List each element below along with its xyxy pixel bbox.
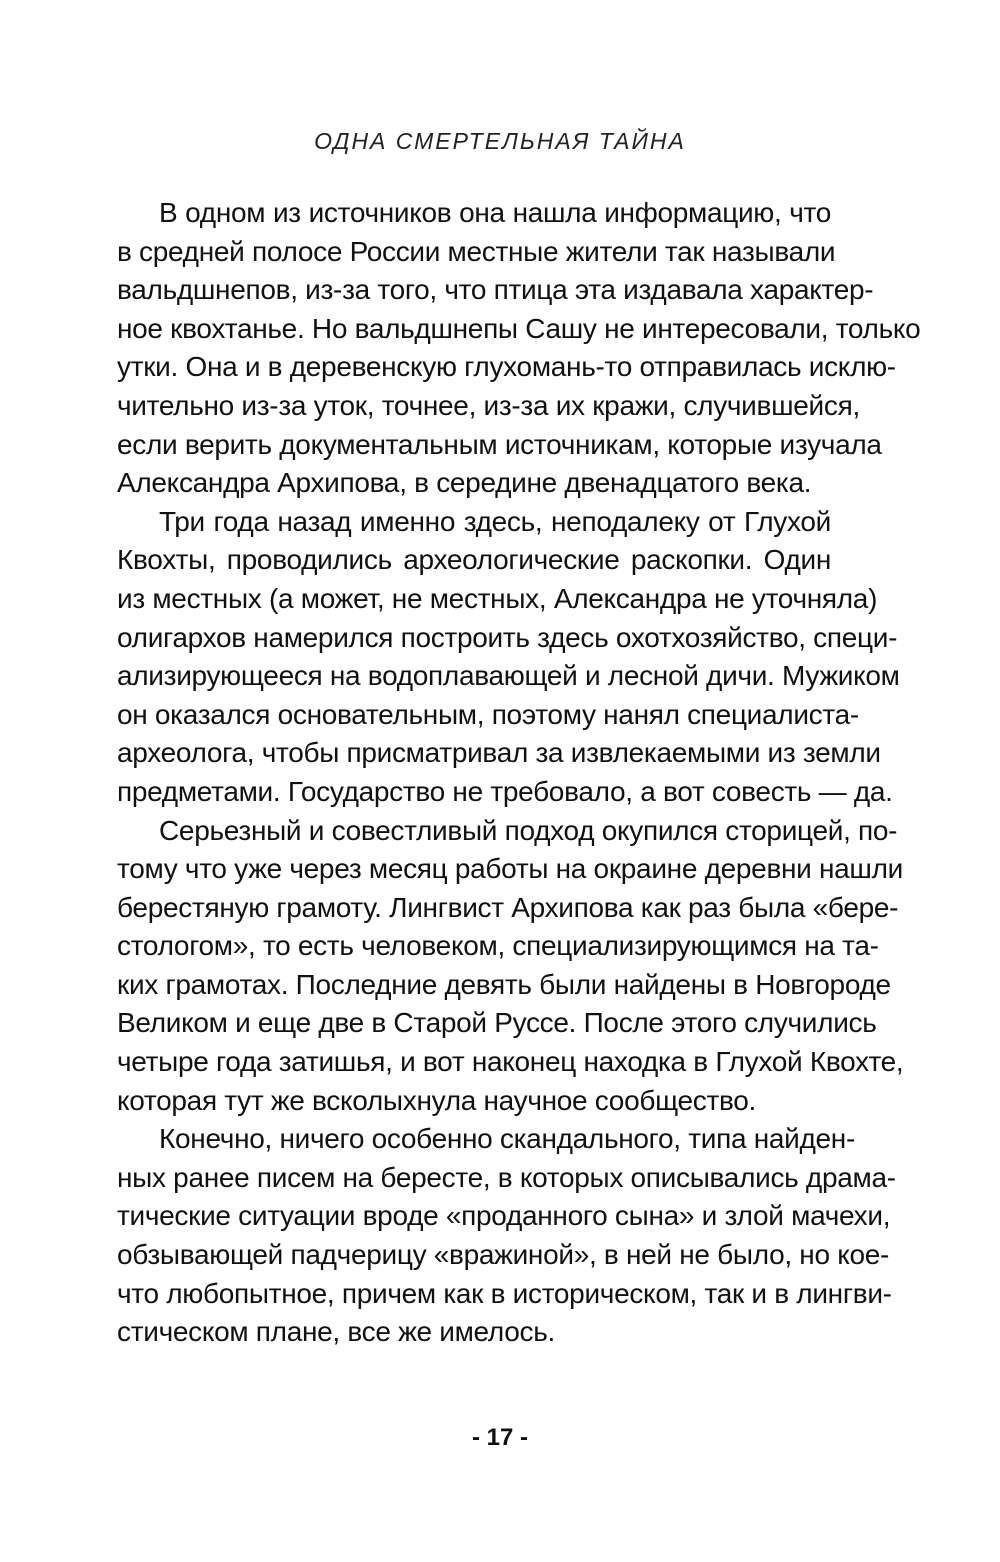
text-line: он оказался основательным, поэтому нанял специалиста- xyxy=(117,698,859,730)
text-line: в средней полосе России местные жители так называли xyxy=(117,235,836,267)
text-line: вальдшнепов, из-за того, что птица эта издавала характер- xyxy=(117,274,874,306)
running-title: ОДНА СМЕРТЕЛЬНАЯ ТАЙНА xyxy=(314,128,686,154)
text-line: что любопытное, причем как в историческом, так и в лингви- xyxy=(117,1277,892,1309)
text-line: ких грамотах. Последние девять были найдены в Новгороде xyxy=(117,968,891,1000)
text-line: Александра Архипова, в середине двенадцатого века. xyxy=(117,467,812,499)
text-line: ное квохтанье. Но вальдшнепы Сашу не интересовали, только xyxy=(117,312,921,344)
text-line: которая тут же всколыхнула научное сообщество. xyxy=(117,1084,757,1116)
text-line: берестяную грамоту. Лингвист Архипова как раз была «бере- xyxy=(117,891,899,923)
text-line: предметами. Государство не требовало, а вот совесть — да. xyxy=(117,775,893,807)
body-text xyxy=(117,194,921,1352)
page-number: - 17 - xyxy=(471,1424,528,1451)
text-line: Серьезный и совестливый подход окупился сторицей, по- xyxy=(159,814,898,846)
text-line: тому что уже через месяц работы на окраине деревни нашли xyxy=(117,853,903,885)
text-line: В одном из источников она нашла информацию, что xyxy=(159,197,831,228)
text-line: тические ситуации вроде «проданного сына» и злой мачехи, xyxy=(117,1200,891,1232)
text-line: стическом плане, все же имелось. xyxy=(117,1316,555,1348)
text-line: Конечно, ничего особенно скандального, типа найден- xyxy=(159,1123,855,1155)
text-line: стологом», то есть человеком, специализирующимся на та- xyxy=(117,930,879,962)
text-line: ализирующееся на водоплавающей и лесной дичи. Мужиком xyxy=(117,660,900,692)
text-line: чительно из-за уток, точнее, из-за их кражи, случившейся, xyxy=(117,389,860,421)
text-line: обзывающей падчерицу «вражиной», в ней не было, но кое- xyxy=(117,1239,890,1271)
text-line: археолога, чтобы присматривал за извлекаемыми из земли xyxy=(117,737,881,769)
text-line: Квохты, проводились археологические раскопки. Один xyxy=(117,544,831,576)
text-line: из местных (а может, не местных, Александра не уточняла) xyxy=(117,582,878,614)
text-line: Великом и еще две в Старой Руссе. После этого случились xyxy=(117,1007,877,1039)
text-line: Три года назад именно здесь, неподалеку от Глухой xyxy=(159,505,831,537)
text-line: олигархов намерился построить здесь охотхозяйство, специ- xyxy=(117,621,898,653)
text-line: четыре года затишья, и вот наконец находка в Глухой Квохте, xyxy=(117,1046,904,1078)
text-line: если верить документальным источникам, которые изучала xyxy=(117,428,882,460)
text-line: утки. Она и в деревенскую глухомань-то отправилась исклю- xyxy=(117,351,896,383)
text-line: ных ранее писем на бересте, в которых описывались драма- xyxy=(117,1161,896,1193)
